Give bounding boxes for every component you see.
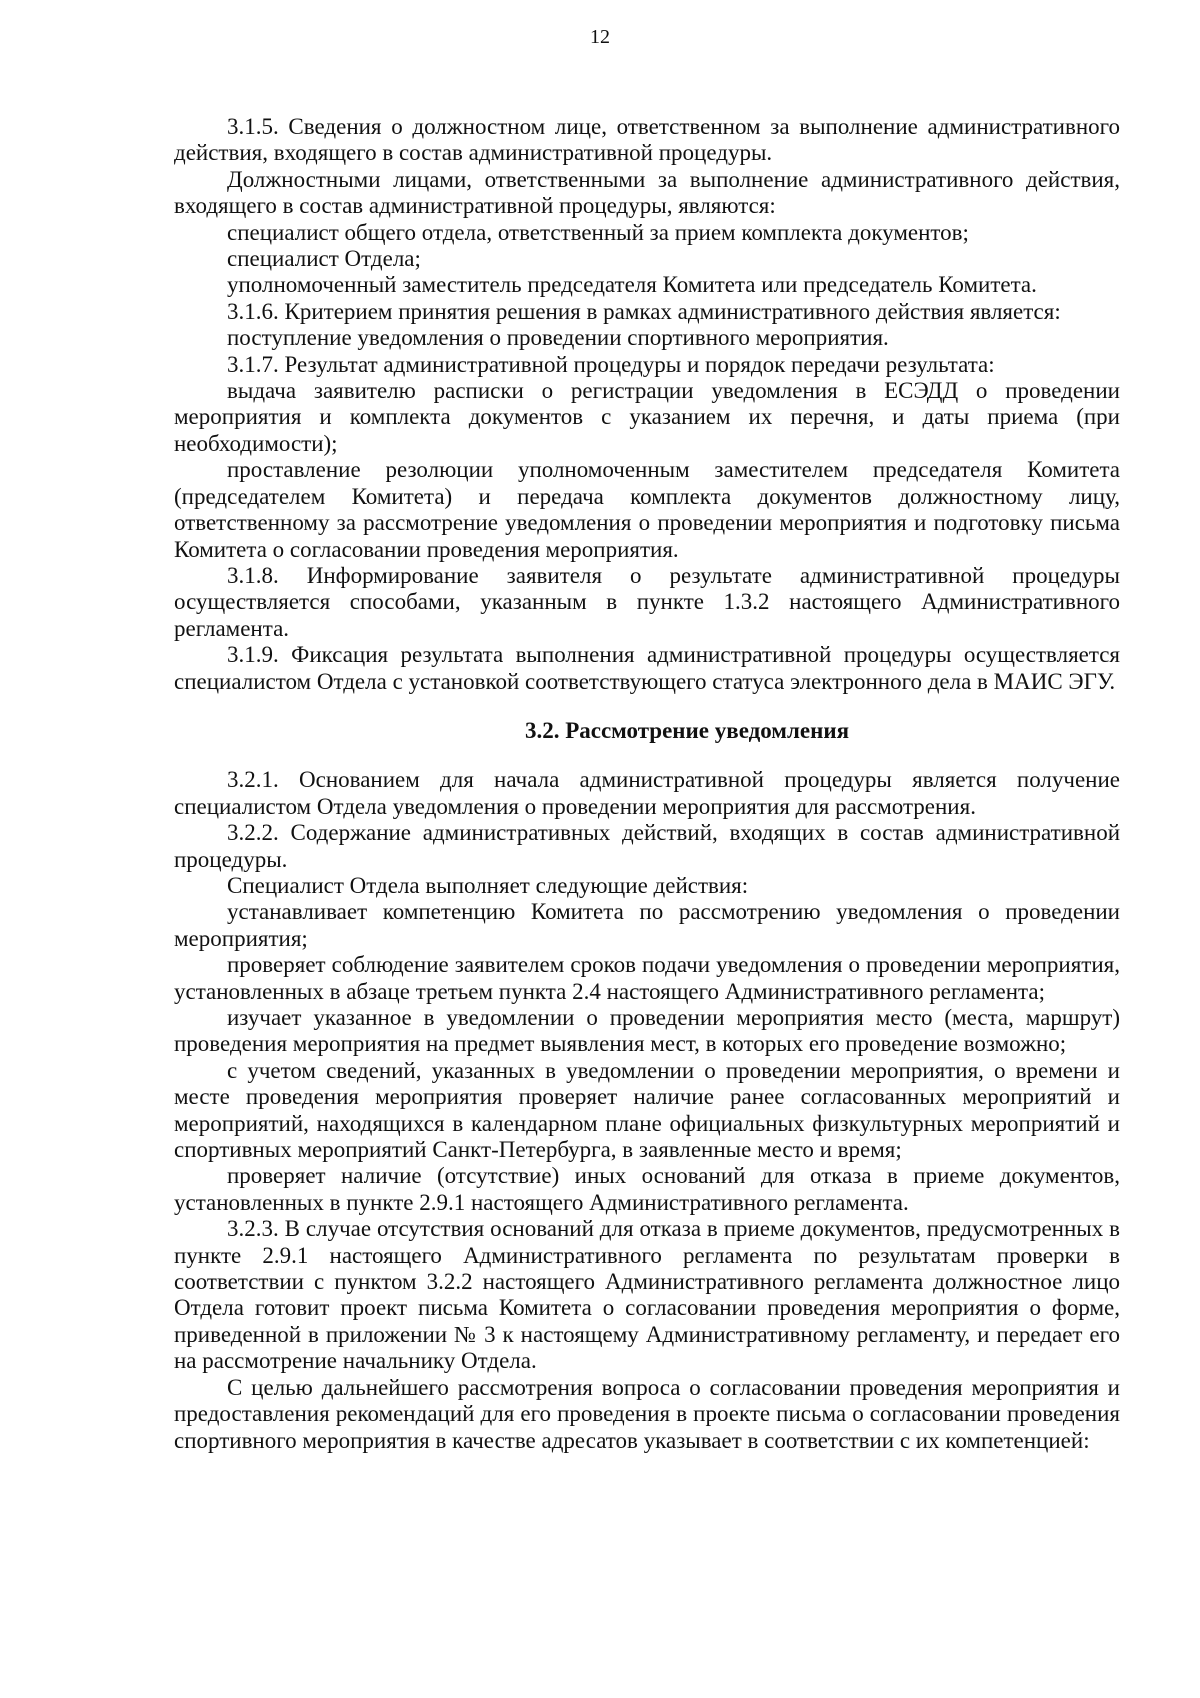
paragraph-responsible-persons: Должностными лицами, ответственными за выполнение административного действия, входящего в состав административной процедуры, являются: bbox=[174, 166, 1120, 219]
paragraph-3-1-9: 3.1.9. Фиксация результата выполнения административной процедуры осуществляется специалистом Отдела с установкой соответствующего статуса электронного дела в МАИС ЭГУ. bbox=[174, 642, 1120, 694]
paragraph-3-2-1: 3.2.1. Основанием для начала административной процедуры является получение специалистом Отдела уведомления о проведении мероприятия для рассмотрения. bbox=[174, 767, 1120, 819]
page-number: 12 bbox=[590, 26, 610, 48]
paragraph-3-1-6: 3.1.6. Критерием принятия решения в рамках административного действия является: bbox=[227, 298, 1061, 324]
paragraph-3-1-8: 3.1.8. Информирование заявителя о результате административной процедуры осуществляется способами, указанным в пункте 1.3.2 настоящего Административного регламента. bbox=[174, 562, 1120, 641]
list-item: устанавливает компетенцию Комитета по рассмотрению уведомления о проведении мероприятия; bbox=[174, 899, 1120, 951]
list-item: специалист общего отдела, ответственный за прием комплекта документов; bbox=[227, 219, 969, 245]
paragraph-3-1-5: 3.1.5. Сведения о должностном лице, ответственном за выполнение административного действия, входящего в состав административной процедуры. bbox=[174, 114, 1120, 166]
paragraph-3-2-2: 3.2.2. Содержание административных действий, входящих в состав административной процедуры. bbox=[174, 820, 1120, 872]
list-item: выдача заявителю расписки о регистрации уведомления в ЕСЭДД о проведении мероприятия и комплекта документов с указанием их перечня, и даты приема (при необходимости); bbox=[174, 378, 1120, 456]
list-item: специалист Отдела; bbox=[227, 246, 421, 272]
paragraph-3-1-7: 3.1.7. Результат административной процедуры и порядок передачи результата: bbox=[227, 351, 995, 377]
list-item: проставление резолюции уполномоченным заместителем председателя Комитета (председателем Комитета) и передача комплекта документов должностному лицу, ответственному за рассмотрение уведомления о проведении мероприятия и подготовку письма Комитета о согласовании проведения мероприятия. bbox=[174, 457, 1120, 562]
list-item: проверяет соблюдение заявителем сроков подачи уведомления о проведении мероприятия, установленных в абзаце третьем пункта 2.4 настоящего Административного регламента; bbox=[174, 952, 1120, 1004]
list-item: уполномоченный заместитель председателя Комитета или председатель Комитета. bbox=[227, 272, 1037, 298]
document-body bbox=[174, 114, 1120, 1454]
paragraph-addressees: С целью дальнейшего рассмотрения вопроса о согласовании проведения мероприятия и предоставления рекомендаций для его проведения в проекте письма о согласовании проведения спортивного мероприятия в качестве адресатов указывает в соответствии с их компетенцией: bbox=[174, 1374, 1120, 1453]
paragraph-specialist-actions: Специалист Отдела выполняет следующие действия: bbox=[227, 872, 749, 898]
paragraph-3-2-3: 3.2.3. В случае отсутствия оснований для отказа в приеме документов, предусмотренных в пункте 2.9.1 настоящего Административного регламента по результатам проверки в соответствии с пунктом 3.2.2 настоящего Административного регламента должностное лицо Отдела готовит проект письма Комитета о согласовании проведения мероприятия о форме, приведенной в приложении № 3 к настоящему Административному регламенту, и передает его на рассмотрение начальнику Отдела. bbox=[174, 1216, 1120, 1374]
list-item: поступление уведомления о проведении спортивного мероприятия. bbox=[227, 325, 889, 351]
list-item: проверяет наличие (отсутствие) иных оснований для отказа в приеме документов, установленных в пункте 2.9.1 настоящего Административного регламента. bbox=[174, 1163, 1120, 1215]
section-heading: 3.2. Рассмотрение уведомления bbox=[524, 717, 850, 743]
list-item: изучает указанное в уведомлении о проведении мероприятия место (места, маршрут) проведения мероприятия на предмет выявления мест, в которых его проведение возможно; bbox=[174, 1005, 1120, 1057]
list-item: с учетом сведений, указанных в уведомлении о проведении мероприятия, о времени и месте проведения мероприятия проверяет наличие ранее согласованных мероприятий и мероприятий, находящихся в календарном плане официальных физкультурных мероприятий и спортивных мероприятий Санкт-Петербурга, в заявленные место и время; bbox=[174, 1057, 1120, 1163]
